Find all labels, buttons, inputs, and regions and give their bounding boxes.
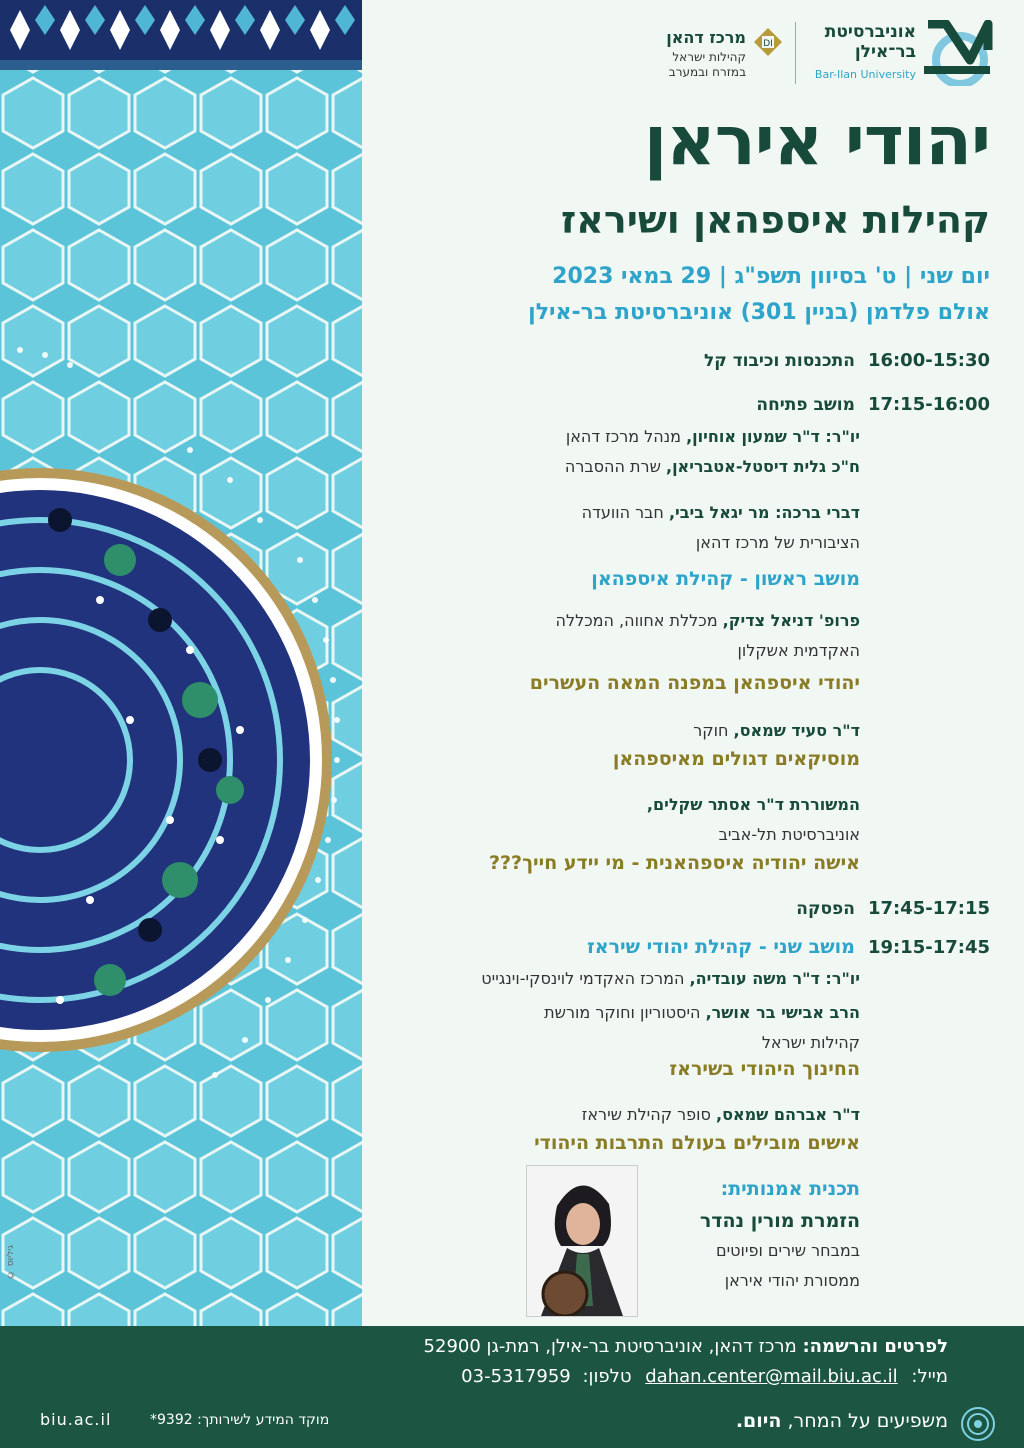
registration-line [424, 1336, 948, 1357]
greetings-role: חבר הוועדה [581, 503, 669, 522]
speaker-4-role-line2: קהילות ישראל [761, 1033, 860, 1052]
slot-label: התכנסות וכיבוד קל [703, 351, 855, 371]
slot-label: מושב פתיחה [756, 395, 855, 415]
minister-role: שרת ההסברה [564, 457, 666, 476]
logo-divider [795, 22, 796, 84]
speaker-2-role: חוקר [693, 721, 734, 740]
website-link[interactable]: biu.ac.il [40, 1410, 112, 1429]
tile-pattern-image [0, 0, 362, 1326]
art-program-title: תכנית אמנותית: [720, 1178, 860, 1200]
footer [0, 1326, 1024, 1448]
schedule-row-opening [360, 394, 990, 415]
event-venue: אולם פלדמן (בניין 301) אוניברסיטת בר-אילן [528, 300, 990, 325]
ripple-icon [960, 1406, 996, 1442]
speaker-5-name: ד"ר אברהם שמאס, [716, 1105, 860, 1124]
opening-speakers [420, 422, 860, 482]
biu-logo-icon [924, 20, 994, 86]
speaker-2 [420, 716, 860, 746]
speaker-4-line [420, 998, 860, 1028]
schedule-row-session-2 [360, 936, 990, 958]
minister-name: ח"כ גלית דיסטל-אטבריאן, [665, 457, 860, 476]
biu-name-line1: אוניברסיטת [824, 22, 916, 42]
tile-artwork [0, 0, 362, 1326]
phone-label: טלפון: [582, 1366, 632, 1387]
singer-photo [526, 1165, 638, 1317]
time-slot: 16:00-15:30 [867, 350, 990, 371]
email-link[interactable]: dahan.center@mail.biu.ac.il [645, 1366, 898, 1387]
chair-role: מנהל מרכז דהאן [565, 427, 687, 446]
chair-2-affiliation: המרכז האקדמי לוינסקי-וינגייט [481, 969, 690, 988]
chair-line [420, 422, 860, 452]
singer-name: הזמרת מורין נהדר [699, 1210, 860, 1232]
speaker-2-name: ד"ר סעיד שמאס, [733, 721, 860, 740]
speaker-1-name: פרופ' דניאל צדיק, [722, 611, 860, 630]
dahan-logo-block [607, 26, 782, 90]
speaker-5 [420, 1100, 860, 1130]
slogan-part-a: משפיעים על המחר, [781, 1410, 948, 1432]
biu-logo-block [804, 18, 994, 88]
speaker-1-affiliation: מכללת אחווה, המכללה [555, 611, 723, 630]
greetings-name: דברי ברכה: מר יגאל ביבי, [668, 503, 860, 522]
event-date: יום שני | ט' בסיוון תשפ"ג | 29 במאי 2023 [552, 264, 990, 289]
greetings-line [420, 498, 860, 528]
singer-portrait-image [527, 1166, 637, 1316]
page-title: יהודי איראן [643, 102, 990, 181]
art-line-1: במבחר שירים ופיוטים [715, 1241, 860, 1260]
time-slot: 17:45-17:15 [867, 898, 990, 919]
registration-address: מרכז דהאן, אוניברסיטת בר-אילן, רמת-גן 52900 [423, 1336, 803, 1357]
session-2-title: מושב שני - קהילת יהודי שיראז [587, 936, 855, 958]
time-slot: 19:15-17:45 [867, 937, 990, 958]
speaker-3 [420, 790, 860, 850]
dahan-sub-line1: קהילות ישראל [672, 50, 746, 64]
speaker-1-affiliation-line2: האקדמית אשקלון [737, 641, 860, 660]
greetings [420, 498, 860, 558]
lecture-3-title: אישה יהודיה איספהאנית - מי יידע חייך??? [489, 852, 860, 874]
lecture-4-title: החינוך היהודי בשיראז [669, 1058, 860, 1080]
svg-text:DI: DI [763, 39, 773, 49]
lecture-5-title: אישים מובילים בעולם התרבות היהודי [534, 1132, 860, 1154]
time-slot: 17:15-16:00 [867, 394, 990, 415]
biu-name-en: Bar-Ilan University [814, 68, 916, 81]
speaker-3-line [420, 790, 860, 820]
biu-name-line2: בר־אילן [854, 42, 916, 62]
chair-2 [420, 964, 860, 994]
hotline: מוקד המידע לשירותך: 9392* [150, 1412, 330, 1428]
speaker-3-affiliation: אוניברסיטת תל-אביב [718, 825, 860, 844]
lecture-2-title: מוסיקאים דגולים מאיספהאן [612, 748, 860, 770]
slot-label: הפסקה [796, 899, 855, 919]
dahan-name: מרכז דהאן [666, 28, 746, 47]
dahan-sub-line2: במזרח ובמערב [668, 65, 746, 79]
dahan-logo-icon [754, 28, 782, 56]
page-subtitle: קהילות איספהאן ושיראז [560, 198, 990, 242]
speaker-2-line [420, 716, 860, 746]
speaker-4 [420, 998, 860, 1058]
greetings-role-line2: הציבורית של מרכז דהאן [695, 533, 860, 552]
speaker-4-role: היסטוריון וחוקר מורשת [544, 1003, 706, 1022]
biu-name [825, 22, 916, 62]
chair-name: יו"ר: ד"ר שמעון אוחיון, [686, 427, 860, 446]
speaker-5-role: סופר קהילת שיראז [581, 1105, 716, 1124]
header-logos [614, 18, 994, 88]
speaker-1 [420, 606, 860, 666]
speaker-3-name: המשוררת ד"ר אסתר שקלים, [646, 795, 860, 814]
phone-number[interactable]: 03-5317959 [461, 1366, 571, 1387]
slogan-part-b: היום. [735, 1410, 782, 1432]
dahan-subtitle [669, 50, 746, 80]
art-line-2: ממסורת יהודי איראן [724, 1271, 860, 1290]
speaker-5-line [420, 1100, 860, 1130]
speaker-4-name: הרב אבישי בר אושר, [705, 1003, 860, 1022]
lecture-1-title: יהודי איספהאן במפנה המאה העשרים [529, 672, 860, 694]
contact-line [461, 1366, 948, 1387]
mail-label: מייל: [911, 1366, 948, 1387]
session-1-title: מושב ראשון - קהילת איספהאן [591, 568, 860, 590]
schedule-row-break [360, 898, 990, 919]
minister-line [420, 452, 860, 482]
chair-2-line [420, 964, 860, 994]
chair-2-name: יו"ר: ד"ר משה עובדיה, [689, 969, 860, 988]
photo-credit: © גיליוס [6, 1245, 16, 1280]
schedule-row-arrival [360, 350, 990, 371]
slogan [736, 1410, 948, 1432]
speaker-1-line [420, 606, 860, 636]
registration-label: לפרטים והרשמה: [802, 1336, 948, 1357]
